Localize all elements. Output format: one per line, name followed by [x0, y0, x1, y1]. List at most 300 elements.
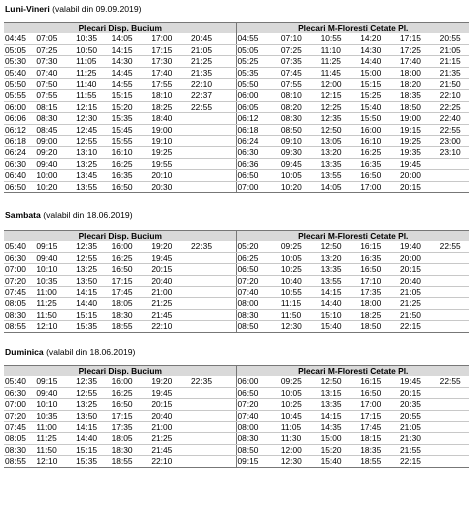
- departure-time-floresti: 12:35: [321, 113, 361, 124]
- departure-time-bucium: 15:15: [76, 444, 112, 455]
- departure-time-bucium: 15:15: [112, 90, 152, 101]
- departure-time-bucium: 21:35: [191, 67, 237, 78]
- departure-time-bucium: 13:10: [76, 147, 112, 158]
- departure-time-bucium: 11:05: [76, 56, 112, 67]
- departure-time-bucium: [191, 309, 237, 320]
- departure-time-bucium: 21:45: [151, 444, 191, 455]
- departure-time-floresti: 14:15: [321, 410, 361, 421]
- departure-time-floresti: 09:15: [237, 456, 281, 467]
- departure-time-bucium: 16:25: [112, 158, 152, 169]
- departure-time-floresti: 15:40: [321, 321, 361, 332]
- section-valid-from: (valabil din 18.06.2019): [43, 347, 136, 357]
- departure-time-bucium: 18:55: [112, 321, 152, 332]
- departure-time-floresti: 13:55: [321, 170, 361, 181]
- departure-time-bucium: 17:40: [151, 67, 191, 78]
- departure-time-floresti: 23:10: [440, 147, 469, 158]
- departure-time-bucium: 12:35: [76, 376, 112, 387]
- departure-time-floresti: 20:00: [400, 252, 440, 263]
- departure-time-bucium: [191, 181, 237, 192]
- departure-time-bucium: 22:10: [151, 321, 191, 332]
- departure-time-floresti: 12:15: [321, 90, 361, 101]
- departure-time-bucium: [191, 170, 237, 181]
- table-row: [4, 170, 469, 181]
- departure-time-bucium: [191, 252, 237, 263]
- departure-time-bucium: 05:05: [4, 44, 36, 55]
- table-row: [4, 376, 469, 387]
- departure-time-bucium: 12:10: [36, 321, 76, 332]
- departure-time-floresti: 18:55: [360, 456, 400, 467]
- departure-time-bucium: 16:50: [112, 399, 152, 410]
- departure-time-bucium: 20:40: [151, 275, 191, 286]
- departure-time-bucium: 07:00: [4, 264, 36, 275]
- table-row: [4, 410, 469, 421]
- departure-time-bucium: 09:40: [36, 252, 76, 263]
- departure-time-bucium: 11:00: [36, 287, 76, 298]
- departure-time-floresti: 06:30: [237, 147, 281, 158]
- departure-time-floresti: 13:35: [321, 264, 361, 275]
- departure-time-bucium: 08:45: [36, 124, 76, 135]
- departure-time-floresti: 11:25: [321, 56, 361, 67]
- departure-time-floresti: 09:30: [281, 147, 321, 158]
- departure-time-floresti: 15:40: [360, 101, 400, 112]
- departure-time-floresti: 18:35: [400, 90, 440, 101]
- section-title: [5, 347, 135, 357]
- departure-time-floresti: [440, 275, 469, 286]
- departure-time-floresti: 06:00: [237, 90, 281, 101]
- departure-time-floresti: 18:00: [360, 298, 400, 309]
- departure-time-floresti: 15:00: [321, 433, 361, 444]
- departure-time-bucium: [191, 456, 237, 467]
- departure-time-bucium: 06:24: [4, 147, 36, 158]
- departure-time-floresti: 14:35: [321, 422, 361, 433]
- departure-time-bucium: [191, 399, 237, 410]
- departure-time-floresti: 13:20: [321, 147, 361, 158]
- departure-time-floresti: 12:00: [321, 79, 361, 90]
- departure-time-bucium: 18:05: [112, 298, 152, 309]
- departure-time-bucium: 07:45: [4, 422, 36, 433]
- departure-time-floresti: 12:50: [321, 124, 361, 135]
- departure-time-bucium: 21:05: [191, 44, 237, 55]
- departure-time-floresti: 14:15: [321, 287, 361, 298]
- departure-time-bucium: 21:25: [151, 433, 191, 444]
- table-row: [4, 158, 469, 169]
- departure-time-bucium: 18:55: [112, 456, 152, 467]
- departure-time-floresti: 17:45: [360, 422, 400, 433]
- departure-time-bucium: 18:05: [112, 433, 152, 444]
- departure-time-floresti: 14:40: [360, 56, 400, 67]
- departure-time-bucium: 08:55: [4, 321, 36, 332]
- departure-time-bucium: 05:50: [4, 79, 36, 90]
- departure-time-bucium: 05:40: [4, 67, 36, 78]
- departure-time-floresti: 21:35: [440, 67, 469, 78]
- departure-time-floresti: [440, 181, 469, 192]
- departure-time-bucium: [191, 264, 237, 275]
- departure-time-floresti: 14:40: [321, 298, 361, 309]
- departure-time-floresti: 10:45: [281, 410, 321, 421]
- departure-time-bucium: 12:55: [76, 136, 112, 147]
- departure-time-bucium: 16:00: [112, 241, 152, 252]
- table-header-row: [4, 366, 469, 377]
- departure-time-bucium: 18:25: [151, 101, 191, 112]
- departure-time-floresti: 09:45: [281, 158, 321, 169]
- departure-time-floresti: 19:35: [400, 147, 440, 158]
- departure-time-floresti: 16:50: [360, 170, 400, 181]
- departure-time-floresti: [440, 433, 469, 444]
- departure-time-floresti: 08:00: [237, 422, 281, 433]
- departure-time-bucium: 19:55: [151, 158, 191, 169]
- departure-time-floresti: 05:50: [237, 79, 281, 90]
- departure-time-floresti: 08:30: [281, 113, 321, 124]
- table-row: [4, 113, 469, 124]
- departure-time-floresti: 05:05: [237, 44, 281, 55]
- departure-time-floresti: 21:05: [400, 287, 440, 298]
- departure-time-floresti: 07:10: [281, 33, 321, 44]
- departure-time-bucium: [191, 136, 237, 147]
- departure-time-floresti: 08:50: [237, 444, 281, 455]
- departure-time-bucium: 14:40: [76, 298, 112, 309]
- departure-time-floresti: 17:10: [360, 275, 400, 286]
- departure-time-bucium: 17:30: [151, 56, 191, 67]
- departure-time-floresti: [440, 287, 469, 298]
- departure-time-bucium: 11:00: [36, 422, 76, 433]
- departure-time-bucium: 19:25: [151, 147, 191, 158]
- departure-time-bucium: 11:55: [76, 90, 112, 101]
- departure-time-bucium: 19:20: [151, 241, 191, 252]
- departure-time-bucium: 14:15: [112, 44, 152, 55]
- departure-time-floresti: 10:05: [281, 170, 321, 181]
- table-row: [4, 387, 469, 398]
- departure-time-bucium: 09:40: [36, 158, 76, 169]
- departure-time-floresti: 16:50: [360, 264, 400, 275]
- departure-time-bucium: 10:10: [36, 399, 76, 410]
- departure-time-bucium: [191, 124, 237, 135]
- departure-time-bucium: 19:00: [151, 124, 191, 135]
- departure-time-bucium: [191, 158, 237, 169]
- departure-time-floresti: 07:40: [237, 410, 281, 421]
- departure-time-bucium: 08:55: [4, 456, 36, 467]
- departure-time-floresti: 15:50: [360, 113, 400, 124]
- departure-time-floresti: 14:30: [360, 44, 400, 55]
- departure-time-floresti: [440, 170, 469, 181]
- departure-time-floresti: 16:50: [360, 387, 400, 398]
- departure-time-bucium: 06:30: [4, 387, 36, 398]
- table-header-row: [4, 23, 469, 34]
- departure-time-bucium: 16:35: [112, 170, 152, 181]
- section-valid-from: (valabil din 18.06.2019): [40, 210, 133, 220]
- departure-time-bucium: 12:10: [36, 456, 76, 467]
- departure-time-floresti: 21:05: [400, 422, 440, 433]
- departure-time-bucium: 07:25: [36, 44, 76, 55]
- departure-time-floresti: 17:00: [360, 181, 400, 192]
- departure-time-floresti: 06:24: [237, 136, 281, 147]
- departure-time-floresti: 07:00: [237, 181, 281, 192]
- departure-time-floresti: 13:05: [321, 136, 361, 147]
- departure-time-bucium: [191, 422, 237, 433]
- departure-time-floresti: 17:00: [360, 399, 400, 410]
- departure-time-floresti: 11:10: [321, 44, 361, 55]
- departure-time-bucium: 21:00: [151, 422, 191, 433]
- departure-time-bucium: [191, 321, 237, 332]
- departure-time-bucium: 05:40: [4, 376, 36, 387]
- departure-time-bucium: 22:55: [191, 101, 237, 112]
- departure-time-floresti: 17:35: [360, 287, 400, 298]
- departure-time-bucium: 16:50: [112, 264, 152, 275]
- departure-time-floresti: 12:00: [281, 444, 321, 455]
- departure-time-floresti: 14:20: [360, 33, 400, 44]
- departure-time-floresti: 11:05: [281, 422, 321, 433]
- departure-time-bucium: 21:25: [151, 298, 191, 309]
- departure-time-floresti: 23:00: [440, 136, 469, 147]
- departure-time-floresti: 10:25: [281, 264, 321, 275]
- departure-time-floresti: 18:50: [360, 321, 400, 332]
- departure-time-floresti: [440, 399, 469, 410]
- departure-time-floresti: 09:25: [281, 241, 321, 252]
- departure-time-bucium: 19:45: [151, 252, 191, 263]
- departure-time-bucium: 07:05: [36, 33, 76, 44]
- departure-time-floresti: 19:45: [400, 376, 440, 387]
- departure-time-bucium: 14:40: [76, 433, 112, 444]
- departure-time-floresti: 18:00: [400, 67, 440, 78]
- section-title: [5, 4, 141, 14]
- departure-time-bucium: 10:35: [36, 275, 76, 286]
- departure-time-floresti: 09:10: [281, 136, 321, 147]
- departure-time-bucium: 22:10: [191, 79, 237, 90]
- table-row: [4, 33, 469, 44]
- departure-time-floresti: 14:05: [321, 181, 361, 192]
- timetable-table: [4, 22, 469, 193]
- departure-time-bucium: 17:35: [112, 422, 152, 433]
- departure-time-bucium: 15:45: [112, 124, 152, 135]
- departure-time-floresti: 15:15: [360, 79, 400, 90]
- departure-time-floresti: 07:55: [281, 79, 321, 90]
- departure-time-floresti: 20:15: [400, 181, 440, 192]
- departure-time-bucium: 08:05: [4, 433, 36, 444]
- table-row: [4, 101, 469, 112]
- departure-time-bucium: 21:25: [191, 56, 237, 67]
- departure-time-floresti: 16:35: [360, 158, 400, 169]
- departure-time-floresti: [440, 422, 469, 433]
- departure-time-bucium: 14:55: [112, 79, 152, 90]
- table-row: [4, 44, 469, 55]
- departure-time-bucium: 14:15: [76, 422, 112, 433]
- departure-time-bucium: 11:50: [36, 444, 76, 455]
- departure-time-floresti: 08:30: [237, 309, 281, 320]
- table-row: [4, 309, 469, 320]
- departure-time-floresti: 10:40: [281, 275, 321, 286]
- departure-time-floresti: 22:40: [440, 113, 469, 124]
- departure-time-bucium: 11:25: [36, 433, 76, 444]
- timetable-table: [4, 365, 469, 468]
- departure-time-bucium: 17:00: [151, 33, 191, 44]
- departure-time-floresti: 06:25: [237, 252, 281, 263]
- timetable-table: [4, 230, 469, 333]
- departure-time-floresti: 16:25: [360, 147, 400, 158]
- departure-time-bucium: 17:45: [112, 287, 152, 298]
- departure-time-floresti: 22:55: [440, 376, 469, 387]
- departure-time-bucium: 05:30: [4, 56, 36, 67]
- departure-time-bucium: 11:25: [76, 67, 112, 78]
- departure-time-bucium: 07:00: [4, 399, 36, 410]
- departure-time-floresti: 21:05: [440, 44, 469, 55]
- header-departures-bucium: Plecari Disp. Bucium: [4, 231, 237, 242]
- departure-time-bucium: [191, 410, 237, 421]
- section-day-name: Sambata: [5, 210, 41, 220]
- table-row: [4, 456, 469, 467]
- departure-time-floresti: 22:25: [440, 101, 469, 112]
- departure-time-floresti: [440, 444, 469, 455]
- departure-time-floresti: 08:20: [281, 101, 321, 112]
- departure-time-bucium: 10:20: [36, 181, 76, 192]
- departure-time-floresti: 17:25: [400, 44, 440, 55]
- departure-time-bucium: 08:05: [4, 298, 36, 309]
- departure-time-floresti: 18:50: [400, 101, 440, 112]
- table-row: [4, 287, 469, 298]
- departure-time-bucium: 19:20: [151, 376, 191, 387]
- departure-time-floresti: [440, 387, 469, 398]
- departure-time-floresti: 18:35: [360, 444, 400, 455]
- section-day-name: Luni-Vineri: [5, 4, 50, 14]
- departure-time-floresti: 19:45: [400, 158, 440, 169]
- departure-time-bucium: 21:00: [151, 287, 191, 298]
- departure-time-bucium: 07:45: [4, 287, 36, 298]
- departure-time-floresti: [440, 158, 469, 169]
- departure-time-floresti: 11:45: [321, 67, 361, 78]
- section-title: [5, 210, 133, 220]
- departure-time-floresti: 05:35: [237, 67, 281, 78]
- departure-time-bucium: 13:55: [76, 181, 112, 192]
- departure-time-bucium: 18:30: [112, 309, 152, 320]
- departure-time-bucium: 14:15: [76, 287, 112, 298]
- table-row: [4, 422, 469, 433]
- table-row: [4, 433, 469, 444]
- departure-time-floresti: 08:50: [237, 321, 281, 332]
- departure-time-floresti: 20:15: [400, 387, 440, 398]
- departure-time-bucium: 17:15: [112, 275, 152, 286]
- departure-time-floresti: 22:10: [440, 90, 469, 101]
- departure-time-bucium: 20:45: [191, 33, 237, 44]
- departure-time-bucium: 12:55: [76, 387, 112, 398]
- departure-time-floresti: 20:55: [440, 33, 469, 44]
- departure-time-floresti: 12:50: [321, 376, 361, 387]
- departure-time-bucium: 15:35: [112, 113, 152, 124]
- departure-time-floresti: 15:25: [360, 90, 400, 101]
- departure-time-bucium: 20:15: [151, 399, 191, 410]
- departure-time-floresti: 11:50: [281, 309, 321, 320]
- departure-time-bucium: 22:10: [151, 456, 191, 467]
- departure-time-bucium: [191, 275, 237, 286]
- departure-time-bucium: 10:50: [76, 44, 112, 55]
- departure-time-bucium: 07:20: [4, 410, 36, 421]
- departure-time-floresti: 15:40: [321, 456, 361, 467]
- header-departures-floresti: Plecari M-Floresti Cetate Pl.: [237, 23, 469, 34]
- departure-time-floresti: 07:35: [281, 56, 321, 67]
- departure-time-floresti: 16:10: [360, 136, 400, 147]
- departure-time-bucium: 20:40: [151, 410, 191, 421]
- departure-time-bucium: 07:40: [36, 67, 76, 78]
- departure-time-floresti: 13:55: [321, 275, 361, 286]
- section-day-name: Duminica: [5, 347, 44, 357]
- departure-time-bucium: 09:15: [36, 376, 76, 387]
- departure-time-floresti: 07:20: [237, 399, 281, 410]
- departure-time-floresti: 11:15: [281, 298, 321, 309]
- table-row: [4, 298, 469, 309]
- departure-time-floresti: 06:00: [237, 376, 281, 387]
- departure-time-floresti: 16:35: [360, 252, 400, 263]
- departure-time-bucium: 13:25: [76, 158, 112, 169]
- departure-time-floresti: 20:00: [400, 170, 440, 181]
- departure-time-bucium: [191, 287, 237, 298]
- departure-time-bucium: 10:35: [76, 33, 112, 44]
- departure-time-floresti: [440, 252, 469, 263]
- header-departures-floresti: Plecari M-Floresti Cetate Pl.: [237, 366, 469, 377]
- departure-time-floresti: 10:55: [281, 287, 321, 298]
- departure-time-floresti: 17:15: [360, 410, 400, 421]
- departure-time-floresti: 19:25: [400, 136, 440, 147]
- departure-time-floresti: 16:15: [360, 241, 400, 252]
- departure-time-bucium: 12:45: [76, 124, 112, 135]
- departure-time-floresti: 06:36: [237, 158, 281, 169]
- departure-time-floresti: 06:05: [237, 101, 281, 112]
- departure-time-floresti: 08:00: [237, 298, 281, 309]
- departure-time-bucium: 20:10: [151, 170, 191, 181]
- departure-time-floresti: 18:15: [360, 433, 400, 444]
- departure-time-bucium: 16:25: [112, 252, 152, 263]
- departure-time-floresti: 19:00: [400, 113, 440, 124]
- departure-time-floresti: 12:25: [321, 101, 361, 112]
- departure-time-bucium: 20:15: [151, 264, 191, 275]
- departure-time-floresti: 12:30: [281, 321, 321, 332]
- departure-time-bucium: [191, 113, 237, 124]
- departure-time-bucium: 08:30: [4, 309, 36, 320]
- departure-time-bucium: 17:55: [151, 79, 191, 90]
- departure-time-bucium: 13:25: [76, 399, 112, 410]
- departure-time-bucium: 20:30: [151, 181, 191, 192]
- departure-time-floresti: 18:25: [360, 309, 400, 320]
- departure-time-floresti: [440, 410, 469, 421]
- departure-time-floresti: 21:55: [400, 444, 440, 455]
- departure-time-bucium: 18:10: [151, 90, 191, 101]
- departure-time-floresti: 11:30: [281, 433, 321, 444]
- departure-time-floresti: 18:20: [400, 79, 440, 90]
- departure-time-floresti: 06:50: [237, 387, 281, 398]
- departure-time-bucium: 15:35: [76, 321, 112, 332]
- departure-time-bucium: 13:50: [76, 275, 112, 286]
- departure-time-bucium: 09:00: [36, 136, 76, 147]
- departure-time-floresti: 19:40: [400, 241, 440, 252]
- departure-time-floresti: 10:05: [281, 252, 321, 263]
- departure-time-floresti: 04:55: [237, 33, 281, 44]
- table-row: [4, 241, 469, 252]
- departure-time-bucium: 07:30: [36, 56, 76, 67]
- departure-time-floresti: 06:50: [237, 170, 281, 181]
- table-row: [4, 124, 469, 135]
- departure-time-bucium: [191, 298, 237, 309]
- departure-time-floresti: 21:50: [440, 79, 469, 90]
- departure-time-bucium: 07:20: [4, 275, 36, 286]
- departure-time-bucium: 05:55: [4, 90, 36, 101]
- departure-time-bucium: 09:15: [36, 241, 76, 252]
- departure-time-bucium: 19:45: [151, 387, 191, 398]
- departure-time-bucium: 11:40: [76, 79, 112, 90]
- departure-time-floresti: 21:25: [400, 298, 440, 309]
- departure-time-bucium: 22:35: [191, 376, 237, 387]
- departure-time-bucium: 18:30: [112, 444, 152, 455]
- departure-time-bucium: [191, 387, 237, 398]
- departure-time-bucium: 06:40: [4, 170, 36, 181]
- departure-time-floresti: [440, 309, 469, 320]
- departure-time-floresti: 06:50: [237, 264, 281, 275]
- departure-time-bucium: 06:50: [4, 181, 36, 192]
